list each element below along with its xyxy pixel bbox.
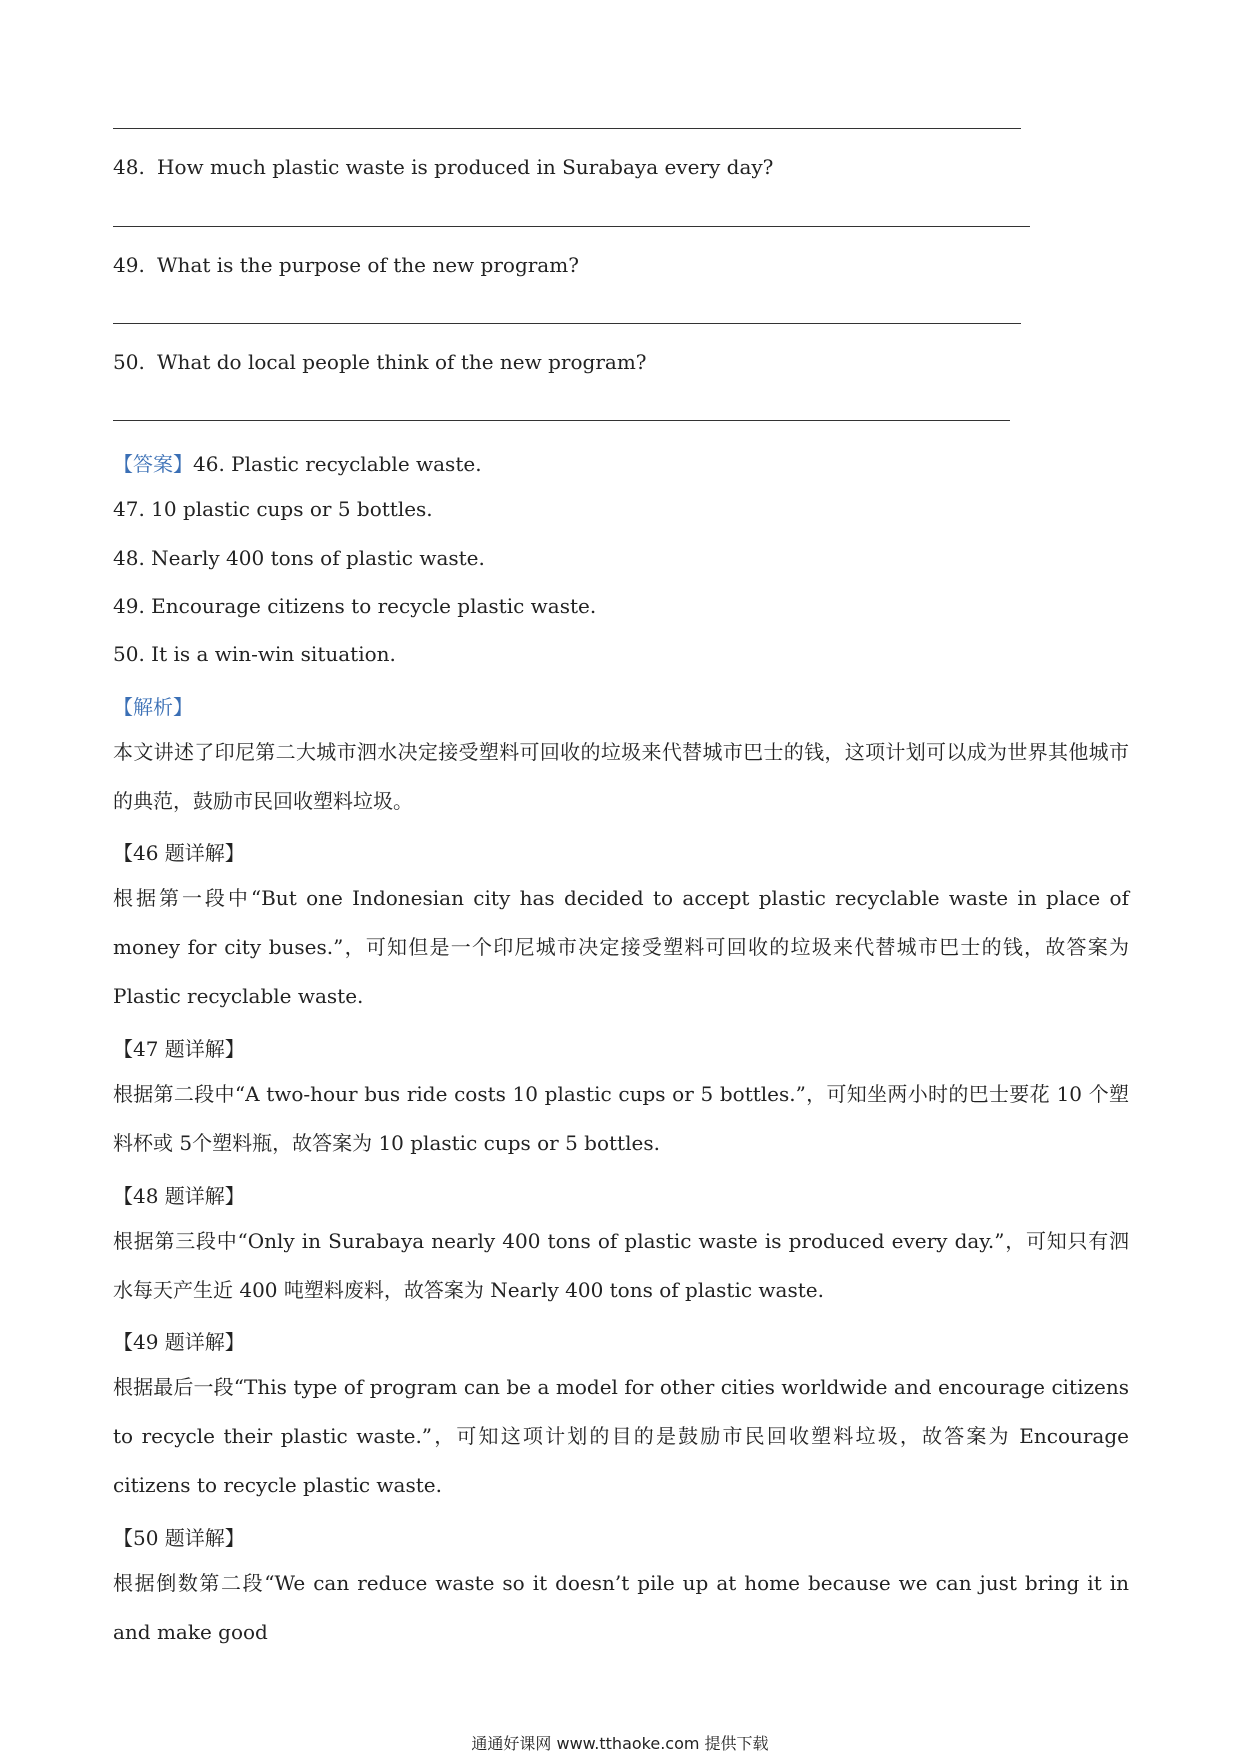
detail-text-48: 根据第三段中“Only in Surabaya nearly 400 tons of plastic waste is produced every day.”，可知只有泗水每天产生近 400 吨塑料废料，故答案为 Nearly 400 tons of plastic waste. (113, 1229, 1129, 1302)
question-text: What is the purpose of the new program? (157, 253, 579, 277)
question-number: 49. (113, 253, 145, 277)
question-number: 50. (113, 350, 145, 374)
analysis-summary: 本文讲述了印尼第二大城市泗水决定接受塑料可回收的垃圾来代替城市巴士的钱，这项计划可以成为世界其他城市的典范，鼓励市民回收塑料垃圾。 (113, 740, 1129, 813)
answer-46 (113, 448, 482, 477)
question-text: What do local people think of the new program? (157, 350, 647, 374)
question-text: How much plastic waste is produced in Surabaya every day? (157, 155, 774, 179)
detail-heading-47: 【47 题详解】 (113, 1037, 245, 1061)
answer-48: 48. Nearly 400 tons of plastic waste. (113, 546, 485, 570)
detail-text-49: 根据最后一段“This type of program can be a model for other cities worldwide and encourage citizens to recycle their plastic waste.”，可知这项计划的目的是鼓励市民回收塑料垃圾，故答案为 Encourage citizens to recycle plastic waste. (113, 1375, 1129, 1497)
page-footer: 通通好课网 www.tthaoke.com 提供下载 (471, 1734, 769, 1753)
question-number: 48. (113, 155, 145, 179)
analysis-tag: 【解析】 (113, 695, 193, 719)
answer-50: 50. It is a win-win situation. (113, 642, 396, 666)
answer-49: 49. Encourage citizens to recycle plastic waste. (113, 594, 597, 618)
answer-47: 47. 10 plastic cups or 5 bottles. (113, 497, 433, 521)
detail-text-50: 根据倒数第二段“We can reduce waste so it doesn’t pile up at home because we can just bring it in and make good (113, 1571, 1129, 1644)
detail-heading-46: 【46 题详解】 (113, 841, 245, 865)
answer-line (113, 128, 1021, 129)
answer-line (113, 323, 1021, 324)
answer-line (113, 226, 1030, 227)
detail-text-47: 根据第二段中“A two-hour bus ride costs 10 plastic cups or 5 bottles.”，可知坐两小时的巴士要花 10 个塑料杯或 5个塑料瓶，故答案为 10 plastic cups or 5 bottles. (113, 1082, 1129, 1155)
question-48 (113, 155, 773, 179)
detail-text-46: 根据第一段中“But one Indonesian city has decided to accept plastic recyclable waste in place of money for city buses.”，可知但是一个印尼城市决定接受塑料可回收的垃圾来代替城市巴士的钱，故答案为 Plastic recyclable waste. (113, 886, 1129, 1008)
answer-text: 46. Plastic recyclable waste. (193, 452, 482, 476)
detail-heading-48: 【48 题详解】 (113, 1184, 245, 1208)
answer-tag: 【答案】 (113, 452, 193, 476)
detail-heading-50: 【50 题详解】 (113, 1526, 245, 1550)
question-49 (113, 253, 579, 277)
question-50 (113, 350, 647, 374)
detail-heading-49: 【49 题详解】 (113, 1330, 245, 1354)
answer-line (113, 420, 1010, 421)
